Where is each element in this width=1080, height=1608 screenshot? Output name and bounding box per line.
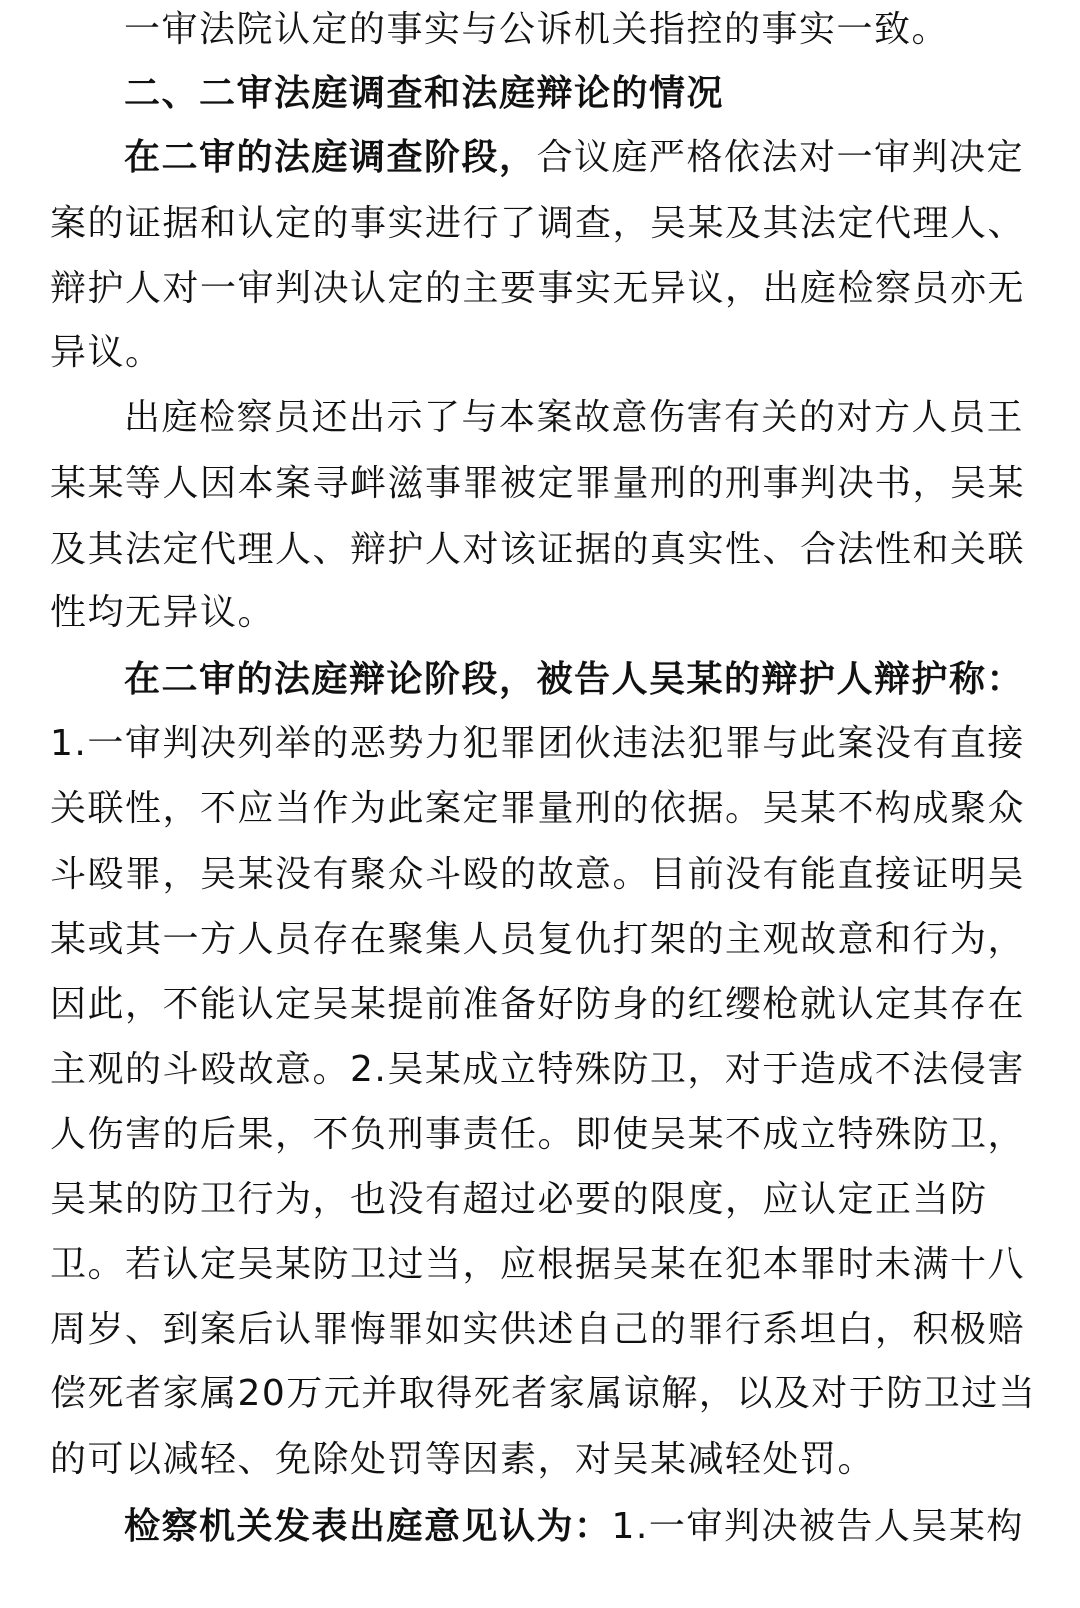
paragraph-line: 斗殴罪，吴某没有聚众斗殴的故意。目前没有能直接证明吴 [50, 854, 1026, 895]
paragraph-line: 偿死者家属20万元并取得死者家属谅解，以及对于防卫过当 [50, 1373, 1037, 1414]
paragraph-line: 周岁、到案后认罪悔罪如实供述自己的罪行系坦白，积极赔 [50, 1309, 1026, 1350]
section-heading: 二、二审法庭调查和法庭辩论的情况 [124, 73, 725, 114]
paragraph-line: 出庭检察员还出示了与本案故意伤害有关的对方人员王 [124, 397, 1025, 438]
paragraph-line: 1.一审判决列举的恶势力犯罪团伙违法犯罪与此案没有直接 [50, 723, 1025, 764]
paragraph-line: 案的证据和认定的事实进行了调查，吴某及其法定代理人、 [50, 203, 1026, 244]
paragraph-line: 吴某的防卫行为，也没有超过必要的限度，应认定正当防 [50, 1179, 988, 1220]
paragraph-line: 的可以减轻、免除处罚等因素，对吴某减轻处罚。 [50, 1439, 876, 1480]
paragraph-line: 某某等人因本案寻衅滋事罪被定罪量刑的刑事判决书，吴某 [50, 463, 1026, 504]
paragraph-line: 关联性，不应当作为此案定罪量刑的依据。吴某不构成聚众 [50, 788, 1026, 829]
paragraph-line: 检察机关发表出庭意见认为：1.一审判决被告人吴某构 [124, 1506, 1024, 1547]
paragraph-line: 某或其一方人员存在聚集人员复仇打架的主观故意和行为， [50, 919, 1026, 960]
paragraph-line: 主观的斗殴故意。2.吴某成立特殊防卫，对于造成不法侵害 [50, 1049, 1025, 1090]
paragraph-line: 人伤害的后果，不负刑事责任。即使吴某不成立特殊防卫， [50, 1114, 1026, 1155]
paragraph-line: 在二审的法庭调查阶段，合议庭严格依法对一审判决定 [124, 137, 1025, 178]
paragraph-line: 因此，不能认定吴某提前准备好防身的红缨枪就认定其存在 [50, 984, 1026, 1025]
paragraph-line: 卫。若认定吴某防卫过当，应根据吴某在犯本罪时未满十八 [50, 1244, 1026, 1285]
paragraph-line: 性均无异议。 [50, 592, 276, 633]
paragraph-line: 在二审的法庭辩论阶段，被告人吴某的辩护人辩护称： [124, 659, 1025, 700]
paragraph-line: 异议。 [50, 332, 163, 373]
paragraph-line: 辩护人对一审判决认定的主要事实无异议，出庭检察员亦无 [50, 268, 1026, 309]
paragraph-line: 一审法院认定的事实与公诉机关指控的事实一致。 [124, 9, 950, 50]
paragraph-line: 及其法定代理人、辩护人对该证据的真实性、合法性和关联 [50, 529, 1026, 570]
